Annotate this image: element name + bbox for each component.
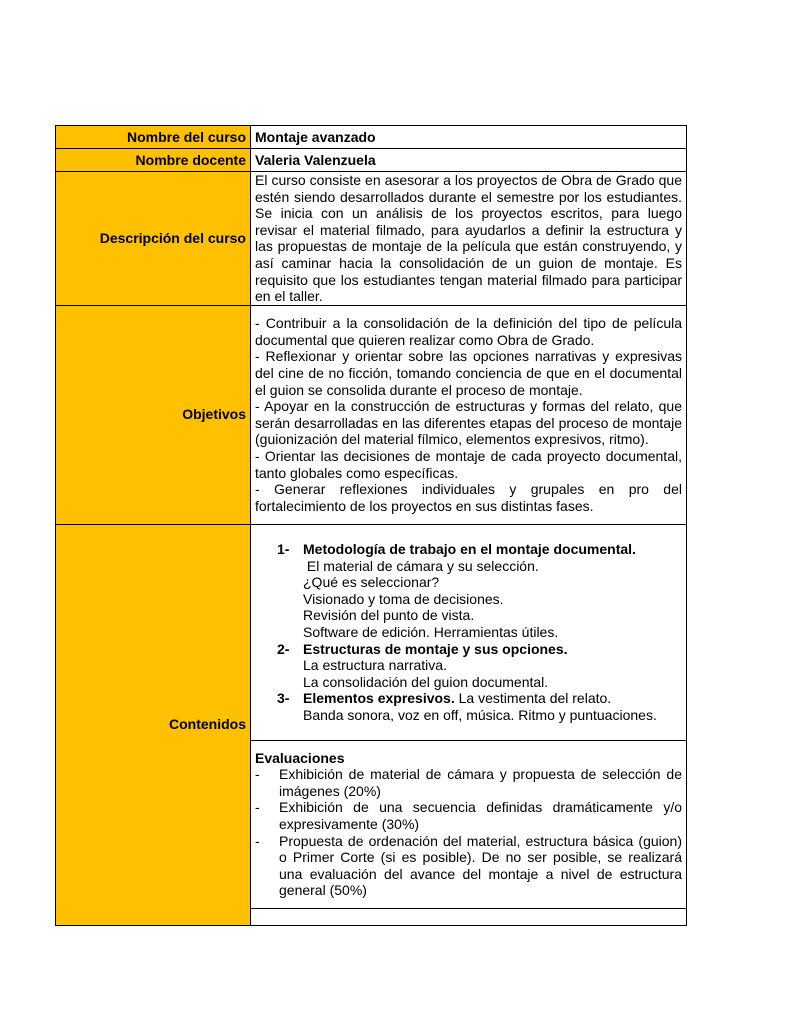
content-line: La consolidación del guion documental. xyxy=(303,673,549,690)
evaluations-value xyxy=(251,740,687,908)
contents-label: Contenidos xyxy=(56,524,251,925)
evaluations-title: Evaluaciones xyxy=(255,749,345,766)
course-name-label: Nombre del curso xyxy=(56,126,251,149)
section-title: Elementos expresivos. xyxy=(303,690,455,707)
row-course-name xyxy=(56,126,687,149)
description-value: El curso consiste en asesorar a los proyectos de Obra de Grado que estén siendo desarrollados durante el semestre por los estudiantes. Se inicia con un análisis de los proyectos escritos, para luego revisar el material filmado, para ayudarlos a definir la estructura y las propuestas de montaje de la película que están construyendo, y así caminar hacia la consolidación de un guion de montaje. Es requisito que los estudiantes tengan material filmado para participar en el taller. xyxy=(251,172,687,306)
course-table xyxy=(55,125,687,926)
evaluation-item: - Propuesta de ordenación del material, estructura básica (guion) o Primer Corte (si es posible). De no ser posible, se realizará una evaluación del avance del montaje a nivel de estructura general (50%) xyxy=(255,832,682,899)
section-title: Estructuras de montaje y sus opciones. xyxy=(303,640,568,657)
objective-item: - Apoyar en la construcción de estructuras y formas del relato, que serán desarrolladas en las diferentes etapas del proceso de montaje (guionización del material fílmico, elementos expresivos, ritmo). xyxy=(255,398,682,448)
contents-value xyxy=(251,524,687,740)
content-line: Visionado y toma de decisiones. xyxy=(303,590,504,607)
content-line: Banda sonora, voz en off, música. Ritmo y puntuaciones. xyxy=(303,706,657,723)
objective-item: - Reflexionar y orientar sobre las opciones narrativas y expresivas del cine de no ficción, tomando conciencia de que en el documental el guion se consolida durante el proceso de montaje. xyxy=(255,348,682,398)
content-line: Revisión del punto de vista. xyxy=(303,607,475,624)
evaluation-item: - Exhibición de material de cámara y propuesta de selección de imágenes (20%) xyxy=(255,766,682,799)
section-title: Metodología de trabajo en el montaje documental. xyxy=(303,540,636,557)
objectives-label: Objetivos xyxy=(56,305,251,524)
row-description xyxy=(56,172,687,306)
section-number: 3- xyxy=(277,690,290,707)
objective-item: - Generar reflexiones individuales y grupales en pro del fortalecimiento de los proyectos en sus distintas fases. xyxy=(255,481,682,514)
content-line: ¿Qué es seleccionar? xyxy=(303,574,440,591)
objective-item: - Orientar las decisiones de montaje de cada proyecto documental, tanto globales como específicas. xyxy=(255,447,682,481)
section-number: 1- xyxy=(277,540,290,557)
teacher-value: Valeria Valenzuela xyxy=(251,149,687,172)
row-objectives xyxy=(56,305,687,524)
row-teacher xyxy=(56,149,687,172)
content-line: La estructura narrativa. xyxy=(303,657,447,674)
objective-item: - Contribuir a la consolidación de la definición del tipo de película documental que quieren realizar como Obra de Grado. xyxy=(255,315,682,348)
section-subtitle: La vestimenta del relato. xyxy=(454,690,612,707)
section-number: 2- xyxy=(277,640,290,657)
row-contents xyxy=(56,524,687,740)
content-line: Software de edición. Herramientas útiles. xyxy=(303,623,559,640)
content-line: El material de cámara y su selección. xyxy=(303,557,539,574)
course-name-value: Montaje avanzado xyxy=(251,126,687,149)
description-label: Descripción del curso xyxy=(56,172,251,306)
evaluation-item: - Exhibición de una secuencia definidas dramáticamente y/o expresivamente (30%) xyxy=(255,799,682,832)
teacher-label: Nombre docente xyxy=(56,149,251,172)
objectives-value xyxy=(251,305,687,524)
empty-cell xyxy=(251,908,687,925)
